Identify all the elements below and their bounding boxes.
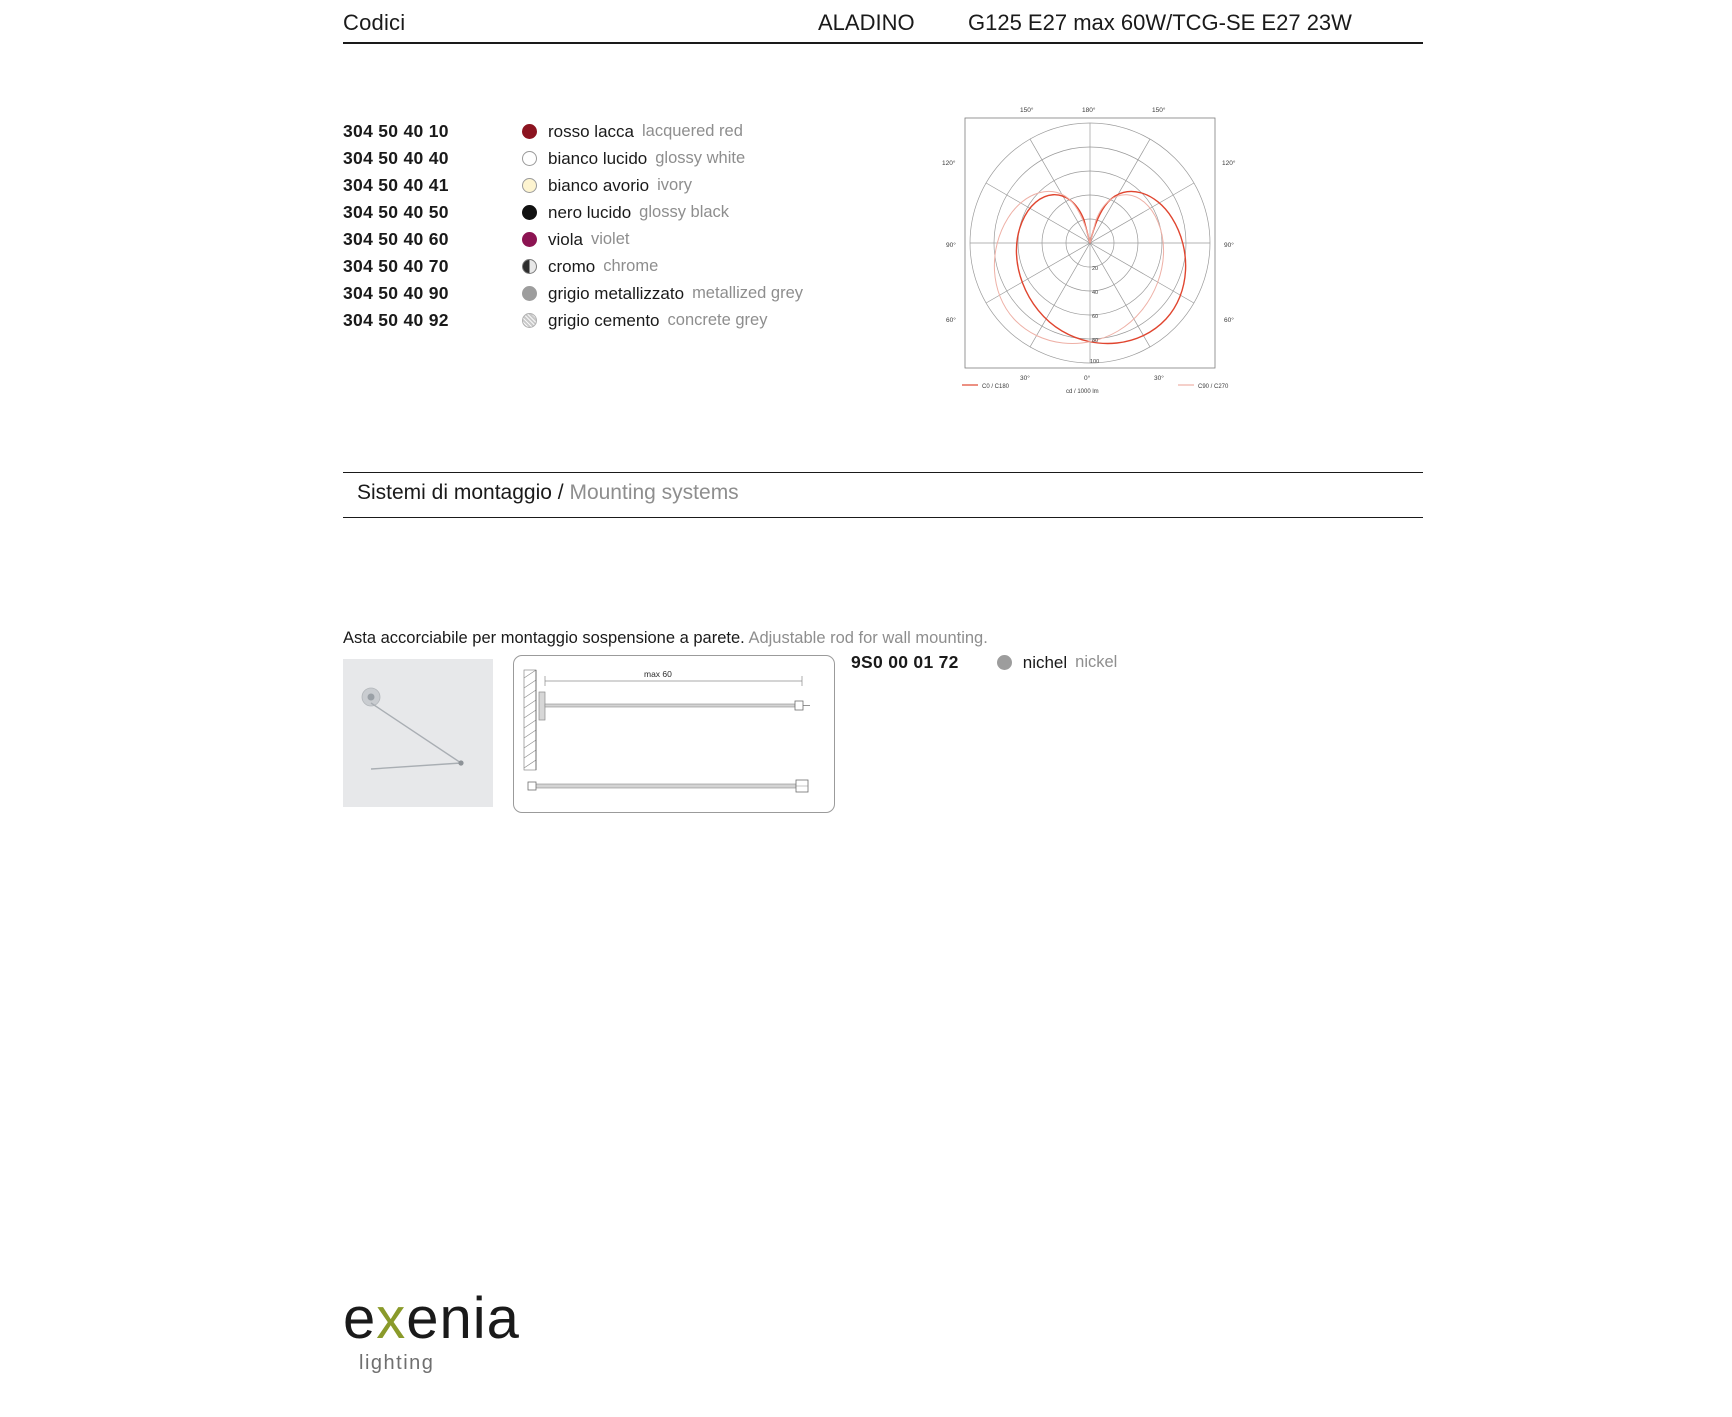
- rod-top-view: [545, 701, 810, 710]
- legend-c90: C90 / C270: [1198, 384, 1229, 390]
- rod-photo: [343, 659, 493, 807]
- color-name-it: cromo: [548, 256, 596, 276]
- color-name-en: glossy black: [639, 203, 730, 221]
- list-item: [343, 118, 883, 145]
- rod-technical-drawing: [513, 655, 835, 813]
- list-item: [343, 199, 883, 226]
- angle-label: 30°: [1154, 375, 1164, 382]
- radial-tick: 40: [1092, 290, 1099, 296]
- color-swatch: [522, 124, 537, 139]
- angle-label: 120°: [942, 160, 956, 167]
- list-item: [343, 145, 883, 172]
- photometric-diagram: [940, 100, 1270, 400]
- wall-hatch: [524, 670, 536, 770]
- mounting-title-en: Mounting systems: [569, 481, 739, 504]
- color-name-it: grigio cemento: [548, 310, 660, 330]
- codes-list: [343, 118, 883, 334]
- angle-label: 30°: [1020, 375, 1030, 382]
- list-item: [343, 307, 883, 334]
- color-name-en: lacquered red: [641, 122, 743, 140]
- rod-finish-swatch: [997, 655, 1012, 670]
- logo-tagline: lighting: [359, 1352, 435, 1374]
- radial-tick: 80: [1092, 338, 1099, 344]
- code-number: 304 50 40 50: [343, 202, 449, 222]
- radial-tick: 100: [1090, 359, 1100, 365]
- page-header: [343, 10, 1423, 44]
- color-name-en: chrome: [603, 257, 659, 275]
- angle-label: 150°: [1152, 107, 1166, 114]
- code-number: 304 50 40 70: [343, 256, 449, 276]
- color-swatch: [522, 313, 537, 328]
- list-item: [343, 172, 883, 199]
- rod-caption: [343, 629, 988, 648]
- list-item: [343, 226, 883, 253]
- code-number: 304 50 40 90: [343, 283, 449, 303]
- page-title: Codici: [343, 10, 406, 35]
- color-swatch: [522, 151, 537, 166]
- angle-label: 180°: [1082, 107, 1096, 114]
- color-name-it: bianco avorio: [548, 175, 650, 195]
- code-number: 304 50 40 40: [343, 148, 449, 168]
- unit-label: cd / 1000 lm: [1066, 389, 1099, 395]
- color-swatch: [522, 178, 537, 193]
- rod-finish-en: nickel: [1075, 653, 1118, 671]
- mounting-title-it: Sistemi di montaggio: [357, 481, 552, 504]
- color-name-it: viola: [548, 229, 583, 249]
- logo-x: x: [376, 1286, 407, 1351]
- color-name-en: ivory: [657, 176, 692, 194]
- rod-caption-en: Adjustable rod for wall mounting.: [748, 629, 988, 647]
- radial-tick: 60: [1092, 314, 1099, 320]
- color-swatch: [522, 232, 537, 247]
- angle-label: 60°: [946, 317, 956, 324]
- legend-c0: C0 / C180: [982, 384, 1010, 390]
- color-swatch: [522, 286, 537, 301]
- wall-plate: [539, 692, 545, 720]
- list-item: [343, 280, 883, 307]
- rod-bottom-view: [528, 780, 808, 792]
- color-name-en: metallized grey: [692, 284, 804, 302]
- dimension-line: [545, 676, 802, 686]
- rod-code-number: 9S0 00 01 72: [851, 652, 959, 672]
- rod-finish-it: nichel: [1022, 652, 1068, 672]
- color-name-en: concrete grey: [667, 311, 768, 329]
- angle-label: 90°: [1224, 242, 1234, 249]
- color-name-it: nero lucido: [548, 202, 632, 222]
- angle-label: 0°: [1084, 375, 1091, 382]
- logo-wordmark: [343, 1286, 603, 1351]
- rod-caption-it: Asta accorciabile per montaggio sospensione a parete.: [343, 629, 745, 647]
- product-spec: G125 E27 max 60W/TCG-SE E27 23W: [968, 10, 1352, 35]
- angle-label: 150°: [1020, 107, 1034, 114]
- color-swatch: [522, 205, 537, 220]
- dimension-label: max 60: [644, 669, 672, 679]
- angle-label: 90°: [946, 242, 956, 249]
- color-name-it: rosso lacca: [548, 121, 634, 141]
- color-name-it: bianco lucido: [548, 148, 648, 168]
- logo-part1: e: [343, 1286, 377, 1351]
- code-number: 304 50 40 41: [343, 175, 449, 195]
- mounting-title-separator: /: [551, 481, 570, 504]
- code-number: 304 50 40 92: [343, 310, 449, 330]
- list-item: [343, 253, 883, 280]
- angle-label: 120°: [1222, 160, 1236, 167]
- product-name: ALADINO: [818, 10, 915, 35]
- radial-tick: 20: [1092, 266, 1099, 272]
- code-number: 304 50 40 60: [343, 229, 449, 249]
- color-swatch: [522, 259, 537, 274]
- color-name-it: grigio metallizzato: [548, 283, 685, 303]
- code-number: 304 50 40 10: [343, 121, 449, 141]
- angle-label: 60°: [1224, 317, 1234, 324]
- logo-part2: enia: [406, 1286, 520, 1351]
- color-name-en: violet: [590, 230, 630, 248]
- brand-logo: [343, 1286, 603, 1380]
- mounting-systems-band: [343, 472, 1423, 518]
- mounting-systems-title: [357, 481, 739, 505]
- curve-c90-c270: [994, 191, 1163, 343]
- color-name-en: glossy white: [655, 149, 746, 167]
- rod-code-row: [851, 652, 1117, 673]
- curve-c0-c180: [1016, 191, 1185, 343]
